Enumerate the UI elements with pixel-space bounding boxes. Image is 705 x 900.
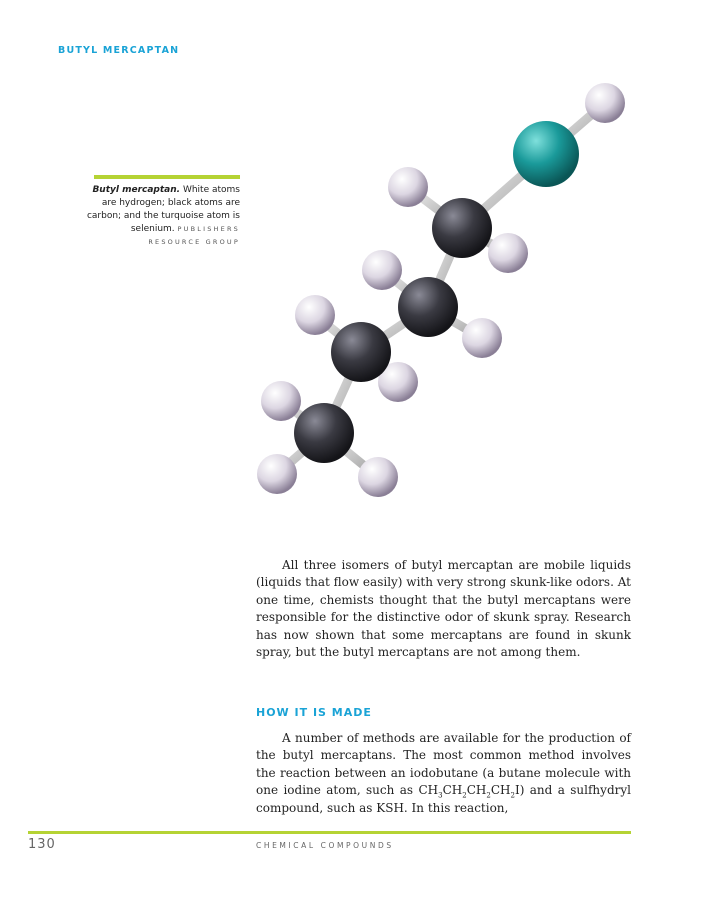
paragraph-text: A number of methods are available for the production of the butyl mercaptans. The most common method involves the reaction between an iodobutane (a butane molecule with one iodine atom, such as — [256, 731, 631, 798]
selenium-atom — [513, 121, 579, 187]
molecule-figure — [240, 70, 640, 510]
atoms — [257, 83, 625, 497]
paragraph-text: ) and a sulfhydryl compound, such as KSH. In this reaction, — [256, 783, 631, 815]
body-paragraph — [256, 730, 631, 817]
caption-rule — [94, 175, 240, 179]
body-paragraph — [256, 557, 631, 661]
carbon-atom — [331, 322, 391, 382]
hydrogen-atom — [388, 167, 428, 207]
paragraph-text: All three isomers of butyl mercaptan are mobile liquids (liquids that flow easily) with very strong skunk-like odors. At one time, chemists thought that the butyl mercaptans were responsible for the distinctive odor of skunk spray. Research has now shown that some mercaptans are found in skunk spray, but the butyl mercaptans are not among them. — [256, 558, 631, 660]
section-heading: HOW IT IS MADE — [256, 706, 372, 719]
footer-title: CHEMICAL COMPOUNDS — [256, 841, 394, 850]
hydrogen-atom — [295, 295, 335, 335]
hydrogen-atom — [261, 381, 301, 421]
hydrogen-atom — [362, 250, 402, 290]
running-header: BUTYL MERCAPTAN — [58, 45, 180, 56]
carbon-atom — [294, 403, 354, 463]
page-number: 130 — [28, 837, 56, 852]
caption-text: White atoms are hydrogen; black atoms are carbon; and the turquoise atom is selenium. — [86, 185, 240, 234]
caption-title: Butyl mercaptan. — [92, 185, 181, 195]
hydrogen-atom — [585, 83, 625, 123]
figure-caption — [86, 184, 240, 249]
hydrogen-atom — [358, 457, 398, 497]
hydrogen-atom — [257, 454, 297, 494]
hydrogen-atom — [488, 233, 528, 273]
footer-rule — [28, 831, 631, 834]
chemical-formula: $CH_3CH_2CH_2CH_2I$ — [418, 783, 520, 800]
hydrogen-atom — [462, 318, 502, 358]
carbon-atom — [398, 277, 458, 337]
caption-credit: PUBLISHERS RESOURCE GROUP — [148, 225, 240, 246]
carbon-atom — [432, 198, 492, 258]
